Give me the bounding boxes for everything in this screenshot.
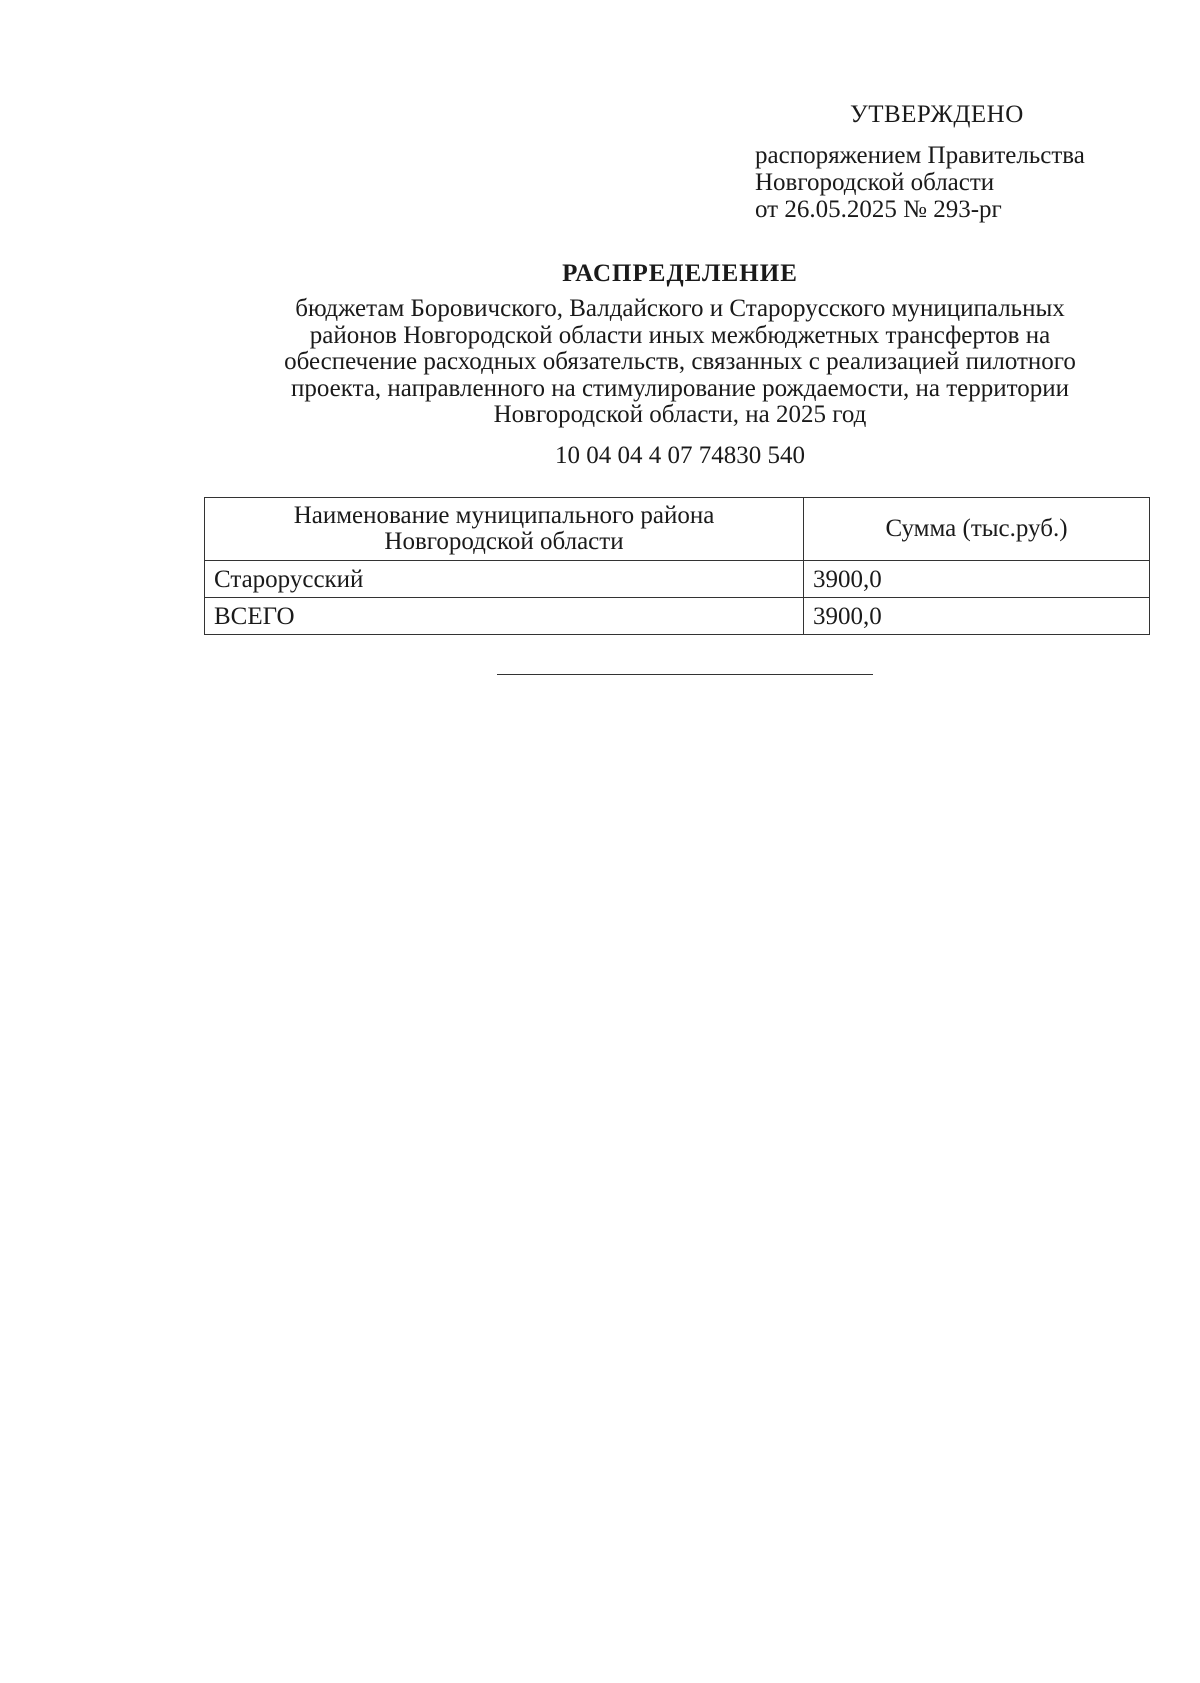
- approval-block: [755, 98, 1175, 223]
- approval-line-region: Новгородской области: [755, 169, 995, 196]
- distribution-table: [204, 497, 1150, 635]
- subtitle-line: обеспечение расходных обязательств, связанных с реализацией пилотного: [284, 348, 1076, 375]
- table-header-row: [205, 498, 1150, 561]
- approval-line-date: от 26.05.2025 № 293-рг: [755, 196, 1002, 223]
- cell-total-label: ВСЕГО: [205, 598, 804, 635]
- cell-sum: 3900,0: [804, 561, 1150, 598]
- document-subtitle: [215, 296, 1145, 429]
- table-row-total: [205, 598, 1150, 635]
- cell-total-sum: 3900,0: [804, 598, 1150, 635]
- end-divider: [497, 674, 873, 675]
- header-district-name-line: Наименование муниципального района: [293, 502, 715, 529]
- document-title: РАСПРЕДЕЛЕНИЕ: [562, 260, 798, 287]
- budget-classification-code: 10 04 04 4 07 74830 540: [555, 441, 805, 469]
- table-row: [205, 561, 1150, 598]
- header-sum: Сумма (тыс.руб.): [804, 498, 1150, 561]
- approval-details: [755, 142, 1175, 223]
- document-heading: [215, 258, 1145, 471]
- header-district-name: [205, 498, 804, 561]
- cell-district-name: Старорусский: [205, 561, 804, 598]
- subtitle-line: районов Новгородской области иных межбюджетных трансфертов на: [309, 321, 1051, 349]
- subtitle-line: проекта, направленного на стимулирование рождаемости, на территории: [291, 374, 1069, 402]
- approval-title: УТВЕРЖДЕНО: [850, 101, 1024, 128]
- approval-line-order: распоряжением Правительства: [755, 142, 1085, 169]
- subtitle-line: Новгородской области, на 2025 год: [493, 401, 867, 428]
- subtitle-line: бюджетам Боровичского, Валдайского и Старорусского муниципальных: [295, 295, 1065, 322]
- header-district-name-line: Новгородской области: [384, 528, 624, 555]
